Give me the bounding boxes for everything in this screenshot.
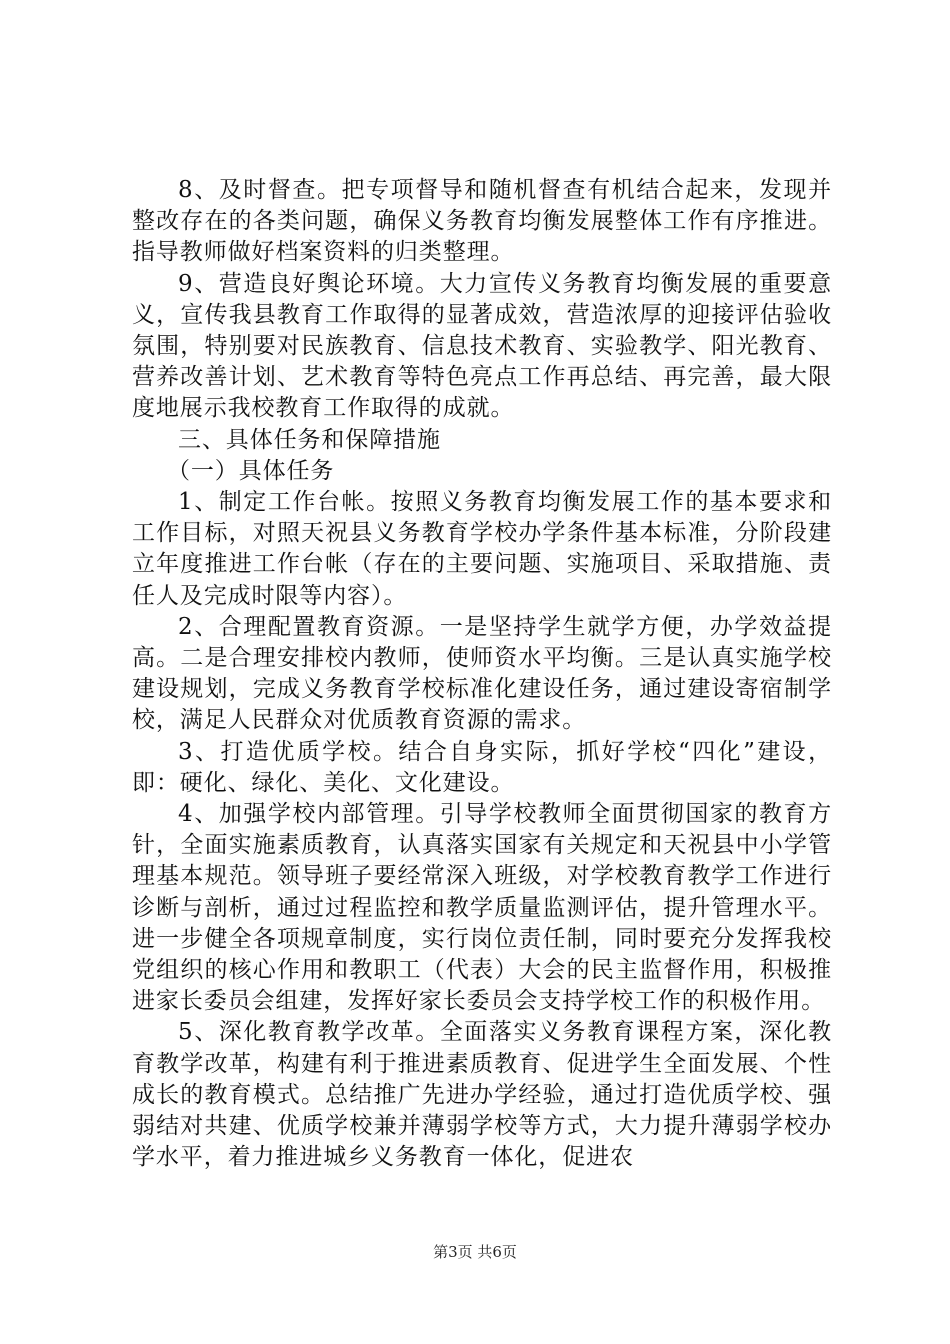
task-item-2: 2、合理配置教育资源。一是坚持学生就学方便，办学效益提高。二是合理安排校内教师，使师资水平均衡。三是认真实施学校建设规划，完成义务教育学校标准化建设任务，通过建设寄宿制学校，满足人民群众对优质教育资源的需求。 bbox=[132, 613, 832, 734]
task-item-4: 4、加强学校内部管理。引导学校教师全面贯彻国家的教育方针，全面实施素质教育，认真落实国家有关规定和天祝县中小学管理基本规范。领导班子要经常深入班级，对学校教育教学工作进行诊断与剖析，通过过程监控和教学质量监测评估，提升管理水平。进一步健全各项规章制度，实行岗位责任制，同时要充分发挥我校党组织的核心作用和教职工（代表）大会的民主监督作用，积极推进家长委员会组建，发挥好家长委员会支持学校工作的积极作用。 bbox=[132, 801, 832, 1015]
subsection-heading: （一）具体任务 bbox=[167, 457, 335, 484]
task-item-5: 5、深化教育教学改革。全面落实义务教育课程方案，深化教育教学改革，构建有利于推进素质教育、促进学生全面发展、个性成长的教育模式。总结推广先进办学经验，通过打造优质学校、强弱结对共建、优质学校兼并薄弱学校等方式，大力提升薄弱学校办学水平，着力推进城乡义务教育一体化，促进农 bbox=[132, 1019, 832, 1171]
paragraph-item-8: 8、及时督查。把专项督导和随机督查有机结合起来，发现并整改存在的各类问题，确保义务教育均衡发展整体工作有序推进。指导教师做好档案资料的归类整理。 bbox=[132, 177, 832, 266]
page-footer: 第3页 共6页 bbox=[433, 1243, 517, 1261]
section-heading: 三、具体任务和保障措施 bbox=[178, 426, 441, 453]
paragraph-item-9: 9、营造良好舆论环境。大力宣传义务教育均衡发展的重要意义，宣传我县教育工作取得的显著成效，营造浓厚的迎接评估验收氛围，特别要对民族教育、信息技术教育、实验教学、阳光教育、营养改善计划、艺术教育等特色亮点工作再总结、再完善，最大限度地展示我校教育工作取得的成就。 bbox=[132, 270, 832, 422]
document-body bbox=[132, 175, 832, 1174]
task-item-3: 3、打造优质学校。结合自身实际，抓好学校“四化”建设，即：硬化、绿化、美化、文化建设。 bbox=[132, 738, 832, 796]
task-item-1: 1、制定工作台帐。按照义务教育均衡发展工作的基本要求和工作目标，对照天祝县义务教育学校办学条件基本标准，分阶段建立年度推进工作台帐（存在的主要问题、实施项目、采取措施、责任人及完成时限等内容）。 bbox=[132, 489, 832, 609]
